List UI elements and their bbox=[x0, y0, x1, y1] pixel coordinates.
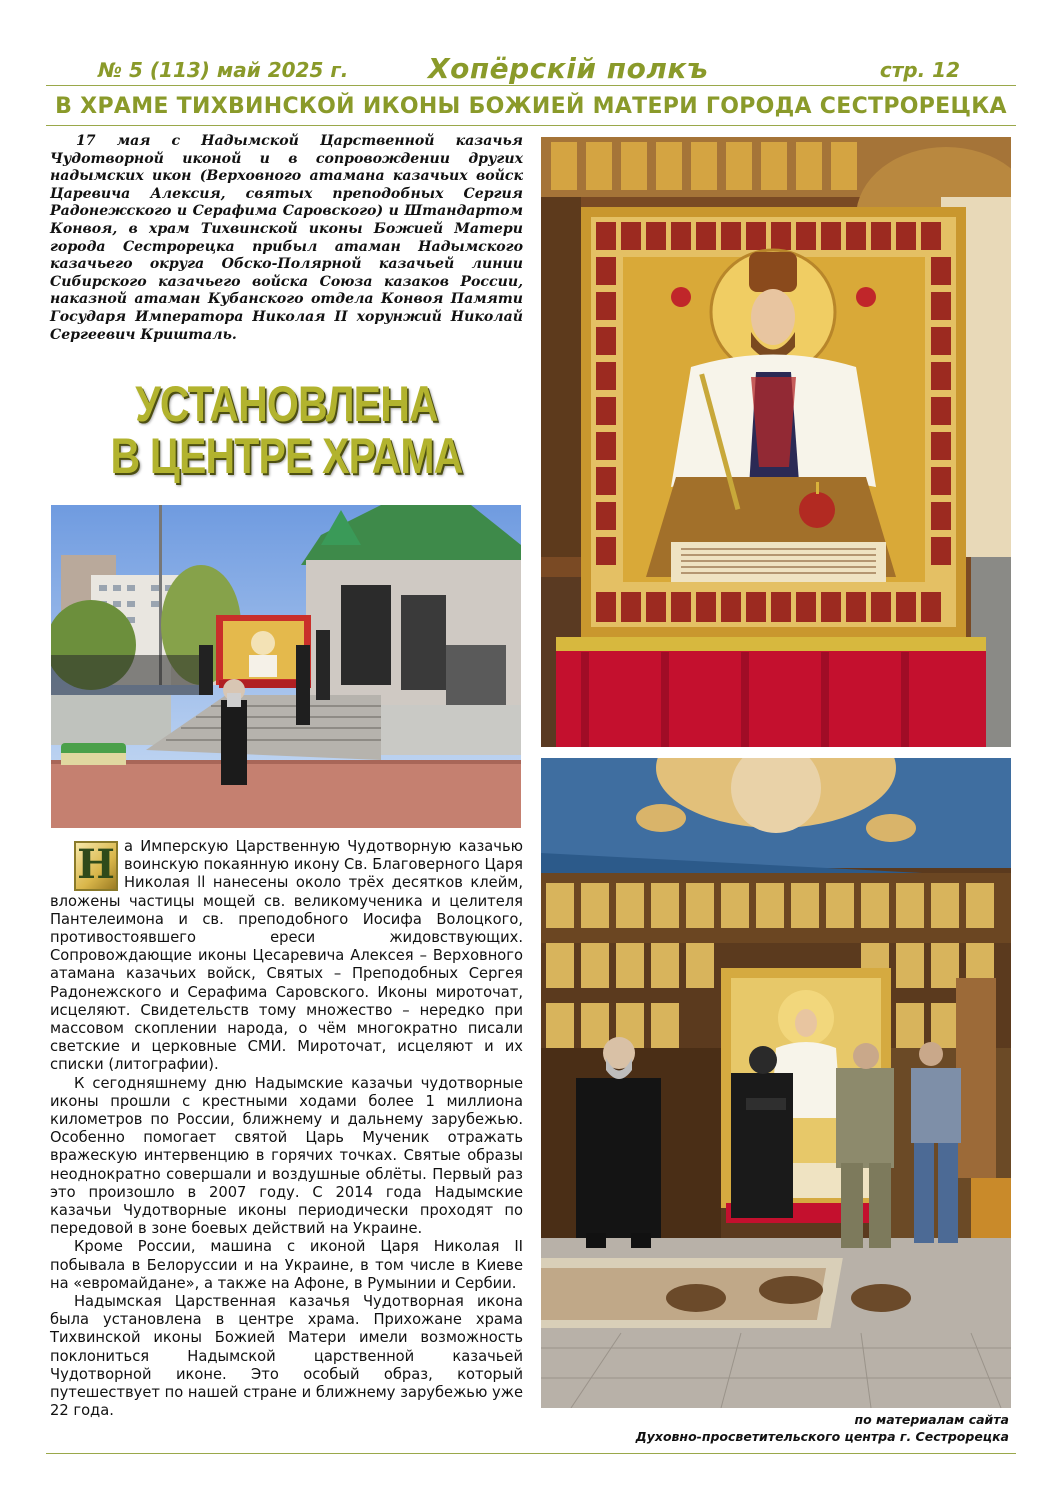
headline-line-2: В ЦЕНТРЕ ХРАМА bbox=[110, 428, 463, 484]
photo-icon-tsar-nicholas-image bbox=[541, 137, 1011, 747]
photo-church-procession-image bbox=[51, 505, 521, 828]
newspaper-title: Хопёрскiй полкъ bbox=[428, 52, 709, 85]
article-body bbox=[50, 838, 523, 1421]
page-number: стр. 12 bbox=[879, 58, 960, 82]
header-divider bbox=[46, 85, 1016, 86]
section-divider bbox=[46, 125, 1016, 126]
photo-church-procession bbox=[51, 505, 521, 828]
photo-church-interior-image bbox=[541, 758, 1011, 1408]
credit-line-1: по материалам сайта bbox=[854, 1412, 1009, 1427]
photo-church-interior bbox=[541, 758, 1011, 1408]
credit-line-2: Духовно-просветительского центра г. Сестрорецка bbox=[635, 1429, 1009, 1444]
footer-divider bbox=[46, 1453, 1016, 1454]
article-paragraph-1: а Имперскую Царственную Чудотворную казачью воинскую покаянную икону Св. Благоверного Царя Николая ll нанесены около трёх десятков клейм, вложены частицы мощей св. великомученика и целителя Пантелеимона и св. преподобного Иосифа Волоцкого, противостоявшего ереси жидовствующих. Сопровождающие иконы Цесаревича Алексея – Верховного атамана казачьих войск, Святых – Преподобных Сергея Радонежского и Серафима Саровского. Иконы мироточат, исцеляют. Свидетельств тому множество – нередко при массовом скоплении народа, о чём многократно писали светские и церковные СМИ. Мироточат, исцеляют и их списки (литографии). bbox=[50, 838, 524, 1074]
drop-cap-letter: Н bbox=[77, 841, 115, 888]
headline-line-1: УСТАНОВЛЕНА bbox=[135, 376, 438, 432]
section-title: В ХРАМЕ ТИХВИНСКОЙ ИКОНЫ БОЖИЕЙ МАТЕРИ ГОРОДА СЕСТРОРЕЦКА bbox=[55, 94, 1007, 119]
lead-text: 17 мая с Надымской Царственной казачья Чудотворной иконой и в сопровождении других надымских икон (Верховного атамана казачьих войск Царевича Алексия, святых преподобных Сергия Радонежского и Серафима Саровского) и Штандартом Конвоя, в храм Тихвинской иконы Божией Матери города Сестрорецка прибыл атаман Надымского казачьего округа Обско-Полярной казачьей линии Сибирского казачьего войска Союза казаков России, наказной атаман Кубанского отдела Конвоя Памяти Государя Императора Николая II хорунжий Николай Сергеевич Кришталь. bbox=[50, 133, 523, 343]
drop-cap bbox=[74, 841, 118, 891]
issue-number: № 5 (113) май 2025 г. bbox=[98, 58, 349, 82]
lead-paragraph bbox=[50, 133, 523, 344]
masthead bbox=[46, 52, 1016, 86]
article-paragraph-3: Кроме России, машина с иконой Царя Николая II побывала в Белоруссии и на Украине, в том числе в Киеве на «евромайдане», а также на Афоне, в Румынии и Сербии. bbox=[50, 1238, 523, 1292]
article-paragraph-2: К сегодняшнему дню Надымские казачьи чудотворные иконы прошли с крестными ходами более 1 миллиона километров по России, ближнему и дальнему зарубежью. Особенно помогает святой Царь Мученик отражать вражескую интервенцию в горячих точках. Святые образы неоднократно совершали и воздушные облёты. Первый раз это произошло в 2007 году. С 2014 года Надымские казачьи Чудотворные иконы периодически проходят по передовой в зоне боевых действий на Украине. bbox=[50, 1074, 523, 1238]
photo-icon-tsar-nicholas bbox=[541, 137, 1011, 747]
source-credit bbox=[636, 1411, 1009, 1445]
article-paragraph-4: Надымская Царственная казачья Чудотворная икона была установлена в центре храма. Прихожане храма Тихвинской иконы Божией Матери имели возможность поклониться Надымской царственной казачьей Чудотворной иконе. Это особый образ, который путешествует по нашей стране и ближнему зарубежью уже 22 года. bbox=[50, 1293, 523, 1420]
article-headline bbox=[93, 378, 481, 482]
